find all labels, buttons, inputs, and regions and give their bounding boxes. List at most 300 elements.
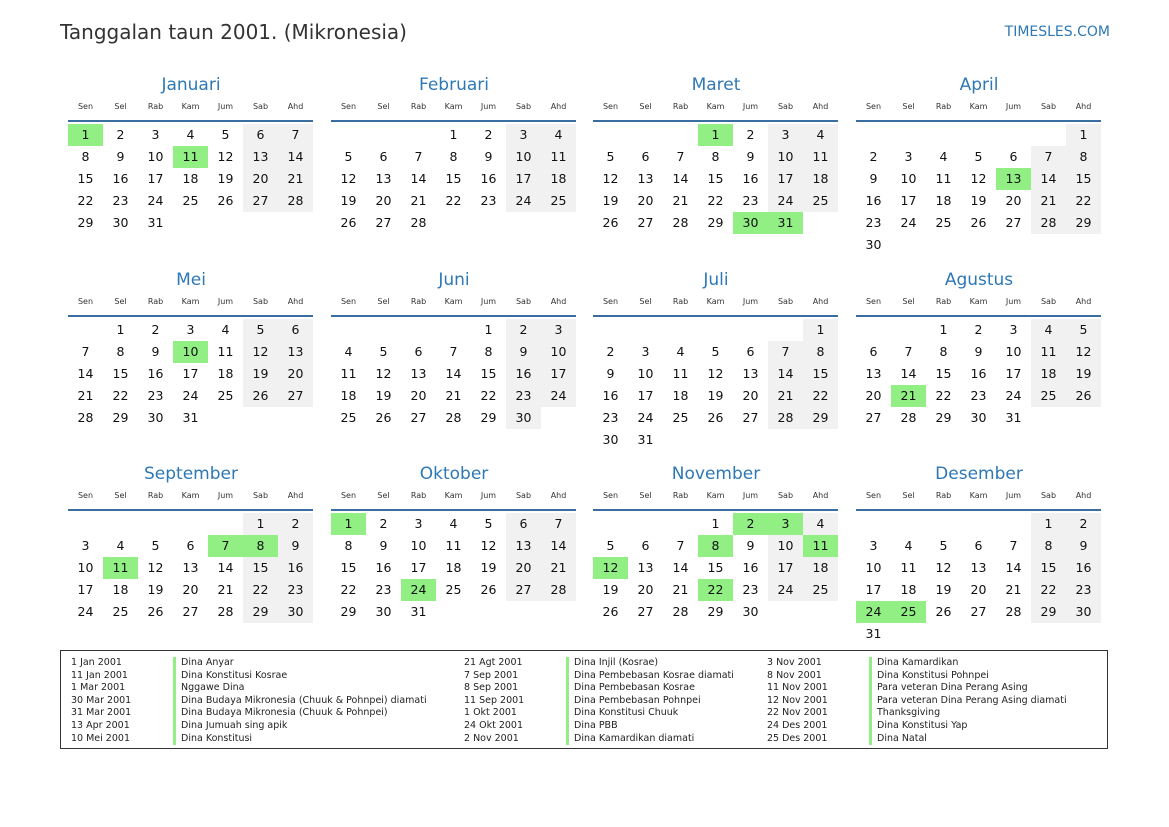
day-cell: 30 <box>1066 601 1101 623</box>
weekday-label: Rab <box>147 102 164 111</box>
day-cell: 7 <box>1031 146 1066 168</box>
day-cell: 20 <box>637 582 654 597</box>
month-agustus <box>856 269 1102 429</box>
day-cell: 26 <box>340 215 357 230</box>
empty-cell <box>68 513 103 535</box>
weekday-label: Kam <box>444 491 463 500</box>
day-cell: 1 <box>939 322 948 337</box>
day-cell: 25 <box>217 388 234 403</box>
day-cell: 20 <box>637 193 654 208</box>
day-cell: 17 <box>768 557 803 579</box>
day-cell: 29 <box>77 215 94 230</box>
month-divider <box>856 120 1101 122</box>
day-cell: 27 <box>637 215 654 230</box>
day-cell: 1 <box>1066 124 1101 146</box>
day-cell: 30 <box>970 410 987 425</box>
weekday-header <box>331 297 577 313</box>
holiday-day-cell: 22 <box>698 579 733 601</box>
empty-cell <box>698 319 733 341</box>
day-cell: 27 <box>375 215 392 230</box>
day-cell: 22 <box>445 193 462 208</box>
day-cell: 16 <box>742 171 759 186</box>
holiday-name: Para veteran Dina Perang Asing diamati <box>869 695 1067 708</box>
day-cell: 23 <box>742 582 759 597</box>
holiday-day-cell: 1 <box>68 124 103 146</box>
day-cell: 26 <box>480 582 497 597</box>
weekday-label: Rab <box>935 297 952 306</box>
holiday-column <box>464 657 734 745</box>
day-cell: 27 <box>742 410 759 425</box>
day-cell: 23 <box>742 193 759 208</box>
day-cell: 5 <box>151 538 160 553</box>
weekday-label: Sel <box>114 491 127 500</box>
day-cell: 18 <box>935 193 952 208</box>
weekday-label: Jum <box>742 102 759 111</box>
day-cell: 20 <box>742 388 759 403</box>
month-november <box>593 463 839 623</box>
day-cell: 18 <box>182 171 199 186</box>
day-cell: 7 <box>278 124 313 146</box>
day-cell: 12 <box>970 171 987 186</box>
weekday-label: Jum <box>1005 491 1022 500</box>
holiday-date: 11 Jan 2001 <box>71 669 128 681</box>
day-cell: 4 <box>541 124 576 146</box>
day-cell: 26 <box>1066 385 1101 407</box>
weekday-label: Rab <box>672 102 689 111</box>
day-cell: 27 <box>637 604 654 619</box>
weekday-label: Kam <box>969 491 988 500</box>
day-cell: 1 <box>243 513 278 535</box>
day-cell: 15 <box>707 171 724 186</box>
day-cell: 12 <box>602 171 619 186</box>
day-cell: 29 <box>803 407 838 429</box>
holiday-day-cell: 10 <box>173 341 208 363</box>
day-cell: 13 <box>506 535 541 557</box>
day-cell: 3 <box>414 516 423 531</box>
day-cell: 16 <box>480 171 497 186</box>
day-cell: 22 <box>480 388 497 403</box>
day-cell: 27 <box>243 190 278 212</box>
holiday-row <box>71 657 427 670</box>
day-cell: 16 <box>375 560 392 575</box>
day-cell: 1 <box>116 322 125 337</box>
empty-cell <box>856 124 891 146</box>
day-cell: 17 <box>768 168 803 190</box>
month-mei <box>68 269 314 429</box>
holiday-date: 22 Nov 2001 <box>767 707 828 719</box>
day-cell: 19 <box>970 193 987 208</box>
day-cell: 28 <box>410 215 427 230</box>
day-cell: 26 <box>602 604 619 619</box>
day-cell: 27 <box>1005 215 1022 230</box>
day-cell: 24 <box>77 604 94 619</box>
month-september <box>68 463 314 623</box>
day-cell: 15 <box>77 171 94 186</box>
empty-cell <box>138 513 173 535</box>
day-cell: 28 <box>1031 212 1066 234</box>
day-cell: 29 <box>707 215 724 230</box>
weekday-label: Sen <box>77 297 94 306</box>
day-cell: 6 <box>746 344 755 359</box>
weekday-label: Ahd <box>812 297 829 306</box>
holiday-name: Thanksgiving <box>869 707 940 720</box>
day-cell: 6 <box>1009 149 1018 164</box>
holiday-name: Dina Jumuah sing apik <box>173 720 287 733</box>
day-cell: 29 <box>707 604 724 619</box>
day-cell: 13 <box>742 366 759 381</box>
day-cell: 4 <box>186 127 195 142</box>
day-cell: 27 <box>865 410 882 425</box>
day-cell: 25 <box>182 193 199 208</box>
day-cell: 4 <box>803 513 838 535</box>
day-cell: 8 <box>484 344 493 359</box>
day-cell: 30 <box>602 432 619 447</box>
day-cell: 20 <box>243 168 278 190</box>
day-cell: 3 <box>81 538 90 553</box>
weekday-header <box>331 102 577 118</box>
day-cell: 17 <box>506 168 541 190</box>
day-cell: 21 <box>1005 582 1022 597</box>
day-cell: 10 <box>768 146 803 168</box>
days-grid <box>856 513 1102 645</box>
day-cell: 4 <box>449 516 458 531</box>
day-cell: 4 <box>803 124 838 146</box>
holiday-date: 2 Nov 2001 <box>464 732 519 744</box>
day-cell: 20 <box>182 582 199 597</box>
weekday-header <box>593 102 839 118</box>
day-cell: 6 <box>974 538 983 553</box>
day-cell: 18 <box>900 582 917 597</box>
day-cell: 10 <box>637 366 654 381</box>
weekday-label: Sab <box>777 491 794 500</box>
days-grid <box>593 513 839 623</box>
day-cell: 7 <box>676 149 685 164</box>
day-cell: 18 <box>672 388 689 403</box>
day-cell: 16 <box>1066 557 1101 579</box>
weekday-header <box>68 297 314 313</box>
day-cell: 20 <box>375 193 392 208</box>
day-cell: 30 <box>147 410 164 425</box>
brand-link[interactable]: TIMESLES.COM <box>1004 24 1110 40</box>
weekday-label: Sel <box>639 102 652 111</box>
month-maret <box>593 74 839 234</box>
weekday-label: Sab <box>252 297 269 306</box>
holiday-row <box>464 682 734 695</box>
weekday-label: Rab <box>672 491 689 500</box>
day-cell: 6 <box>278 319 313 341</box>
weekday-label: Sen <box>77 491 94 500</box>
day-cell: 17 <box>900 193 917 208</box>
days-grid <box>68 319 314 429</box>
day-cell: 24 <box>900 215 917 230</box>
holiday-day-cell: 2 <box>733 513 768 535</box>
weekday-label: Sel <box>902 491 915 500</box>
weekday-label: Kam <box>444 297 463 306</box>
day-cell: 6 <box>243 124 278 146</box>
day-cell: 15 <box>480 366 497 381</box>
weekday-label: Kam <box>706 102 725 111</box>
holiday-date: 11 Nov 2001 <box>767 682 828 694</box>
day-cell: 17 <box>1005 366 1022 381</box>
month-juli <box>593 269 839 451</box>
day-cell: 20 <box>410 388 427 403</box>
day-cell: 17 <box>541 363 576 385</box>
day-cell: 11 <box>900 560 917 575</box>
day-cell: 9 <box>278 535 313 557</box>
weekday-label: Sab <box>1040 102 1057 111</box>
day-cell: 15 <box>935 366 952 381</box>
day-cell: 22 <box>1066 190 1101 212</box>
empty-cell <box>593 124 628 146</box>
day-cell: 22 <box>340 582 357 597</box>
weekday-label: Sen <box>865 102 882 111</box>
day-cell: 29 <box>340 604 357 619</box>
day-cell: 21 <box>768 385 803 407</box>
day-cell: 13 <box>637 560 654 575</box>
day-cell: 18 <box>340 388 357 403</box>
holiday-date: 24 Okt 2001 <box>464 719 524 731</box>
holiday-name: Dina Natal <box>869 733 927 746</box>
month-divider <box>593 120 838 122</box>
holiday-date: 13 Apr 2001 <box>71 719 130 731</box>
day-cell: 25 <box>935 215 952 230</box>
day-cell: 13 <box>410 366 427 381</box>
day-cell: 13 <box>278 341 313 363</box>
day-cell: 8 <box>1066 146 1101 168</box>
day-cell: 10 <box>410 538 427 553</box>
holiday-column <box>767 657 1067 745</box>
day-cell: 20 <box>1005 193 1022 208</box>
day-cell: 12 <box>707 366 724 381</box>
day-cell: 1 <box>449 127 458 142</box>
days-grid <box>331 513 577 623</box>
empty-cell <box>996 124 1031 146</box>
empty-cell <box>173 513 208 535</box>
holiday-day-cell: 12 <box>593 557 628 579</box>
weekday-label: Kam <box>969 102 988 111</box>
weekday-label: Sen <box>340 297 357 306</box>
day-cell: 5 <box>379 344 388 359</box>
day-cell: 22 <box>1031 579 1066 601</box>
day-cell: 12 <box>375 366 392 381</box>
day-cell: 2 <box>506 319 541 341</box>
day-cell: 15 <box>707 560 724 575</box>
holiday-column <box>71 657 427 745</box>
day-cell: 22 <box>803 385 838 407</box>
holiday-date: 21 Agt 2001 <box>464 657 523 668</box>
holiday-name: Dina Kamardikan <box>869 657 958 670</box>
empty-cell <box>856 319 891 341</box>
day-cell: 15 <box>1031 557 1066 579</box>
holiday-row <box>767 720 1067 733</box>
day-cell: 8 <box>803 341 838 363</box>
day-cell: 10 <box>77 560 94 575</box>
day-cell: 13 <box>865 366 882 381</box>
day-cell: 15 <box>803 363 838 385</box>
day-cell: 12 <box>935 560 952 575</box>
day-cell: 8 <box>449 149 458 164</box>
empty-cell <box>996 513 1031 535</box>
day-cell: 5 <box>344 149 353 164</box>
day-cell: 20 <box>278 363 313 385</box>
holiday-row <box>767 707 1067 720</box>
day-cell: 6 <box>186 538 195 553</box>
empty-cell <box>593 513 628 535</box>
day-cell: 9 <box>116 149 125 164</box>
empty-cell <box>961 124 996 146</box>
empty-cell <box>856 513 891 535</box>
day-cell: 5 <box>484 516 493 531</box>
weekday-label: Jum <box>480 297 497 306</box>
day-cell: 22 <box>707 193 724 208</box>
day-cell: 1 <box>1031 513 1066 535</box>
day-cell: 26 <box>243 385 278 407</box>
day-cell: 3 <box>768 124 803 146</box>
empty-cell <box>926 513 961 535</box>
day-cell: 10 <box>900 171 917 186</box>
day-cell: 25 <box>112 604 129 619</box>
day-cell: 29 <box>935 410 952 425</box>
day-cell: 19 <box>602 582 619 597</box>
empty-cell <box>768 319 803 341</box>
weekday-label: Jum <box>1005 102 1022 111</box>
day-cell: 14 <box>541 535 576 557</box>
day-cell: 30 <box>742 604 759 619</box>
holiday-row <box>464 733 734 746</box>
day-cell: 31 <box>1005 410 1022 425</box>
empty-cell <box>891 124 926 146</box>
day-cell: 31 <box>637 432 654 447</box>
day-cell: 18 <box>541 168 576 190</box>
holiday-row <box>71 707 427 720</box>
day-cell: 26 <box>375 410 392 425</box>
day-cell: 16 <box>112 171 129 186</box>
day-cell: 19 <box>217 171 234 186</box>
day-cell: 9 <box>1066 535 1101 557</box>
holiday-row <box>71 733 427 746</box>
day-cell: 9 <box>869 171 878 186</box>
empty-cell <box>436 319 471 341</box>
day-cell: 24 <box>147 193 164 208</box>
day-cell: 8 <box>711 149 720 164</box>
day-cell: 27 <box>970 604 987 619</box>
empty-cell <box>926 124 961 146</box>
day-cell: 3 <box>869 538 878 553</box>
empty-cell <box>1031 124 1066 146</box>
day-cell: 19 <box>340 193 357 208</box>
weekday-label: Sen <box>602 102 619 111</box>
weekday-label: Rab <box>147 297 164 306</box>
empty-cell <box>401 124 436 146</box>
day-cell: 19 <box>935 582 952 597</box>
holiday-date: 1 Mar 2001 <box>71 682 126 694</box>
day-cell: 25 <box>340 410 357 425</box>
day-cell: 9 <box>974 344 983 359</box>
holiday-date: 8 Sep 2001 <box>464 682 519 694</box>
day-cell: 22 <box>77 193 94 208</box>
days-grid <box>593 319 839 451</box>
day-cell: 2 <box>606 344 615 359</box>
day-cell: 2 <box>484 127 493 142</box>
days-grid <box>331 319 577 429</box>
holiday-day-cell: 11 <box>173 146 208 168</box>
month-name: November <box>671 464 761 484</box>
holiday-name: Dina Pembebasan Kosrae diamati <box>566 670 734 683</box>
weekday-label: Sel <box>114 102 127 111</box>
day-cell: 30 <box>506 407 541 429</box>
day-cell: 3 <box>506 124 541 146</box>
weekday-label: Sen <box>340 491 357 500</box>
holiday-day-cell: 13 <box>996 168 1031 190</box>
month-februari <box>331 74 577 234</box>
day-cell: 16 <box>865 193 882 208</box>
day-cell: 18 <box>803 557 838 579</box>
weekday-label: Sel <box>114 297 127 306</box>
day-cell: 9 <box>746 149 755 164</box>
weekday-label: Sen <box>602 297 619 306</box>
day-cell: 21 <box>541 557 576 579</box>
day-cell: 12 <box>480 538 497 553</box>
day-cell: 1 <box>484 322 493 337</box>
weekday-header <box>856 491 1102 507</box>
empty-cell <box>961 513 996 535</box>
day-cell: 10 <box>506 146 541 168</box>
day-cell: 7 <box>541 513 576 535</box>
holiday-name: Dina Budaya Mikronesia (Chuuk & Pohnpei) <box>173 707 388 720</box>
weekday-label: Ahd <box>550 297 567 306</box>
day-cell: 2 <box>974 322 983 337</box>
day-cell: 8 <box>1031 535 1066 557</box>
day-cell: 14 <box>672 560 689 575</box>
day-cell: 12 <box>243 341 278 363</box>
holiday-day-cell: 8 <box>698 535 733 557</box>
holiday-date: 1 Okt 2001 <box>464 707 517 719</box>
empty-cell <box>593 319 628 341</box>
day-cell: 13 <box>182 560 199 575</box>
weekday-label: Rab <box>672 297 689 306</box>
weekday-label: Jum <box>742 491 759 500</box>
weekday-label: Sab <box>777 297 794 306</box>
empty-cell <box>733 319 768 341</box>
holiday-name: Dina Kamardikan diamati <box>566 733 694 746</box>
day-cell: 28 <box>217 604 234 619</box>
day-cell: 23 <box>506 385 541 407</box>
day-cell: 4 <box>344 344 353 359</box>
month-oktober <box>331 463 577 623</box>
day-cell: 18 <box>217 366 234 381</box>
day-cell: 13 <box>970 560 987 575</box>
weekday-label: Rab <box>410 102 427 111</box>
day-cell: 31 <box>865 626 882 641</box>
weekday-label: Kam <box>706 491 725 500</box>
day-cell: 21 <box>672 193 689 208</box>
days-grid <box>331 124 577 234</box>
empty-cell <box>663 124 698 146</box>
day-cell: 19 <box>480 560 497 575</box>
weekday-label: Ahd <box>287 491 304 500</box>
day-cell: 21 <box>278 168 313 190</box>
day-cell: 6 <box>414 344 423 359</box>
day-cell: 5 <box>606 149 615 164</box>
day-cell: 6 <box>506 513 541 535</box>
month-name: Maret <box>691 75 741 95</box>
empty-cell <box>366 319 401 341</box>
day-cell: 23 <box>970 388 987 403</box>
month-januari <box>68 74 314 234</box>
day-cell: 3 <box>641 344 650 359</box>
month-name: April <box>959 75 999 95</box>
day-cell: 23 <box>375 582 392 597</box>
